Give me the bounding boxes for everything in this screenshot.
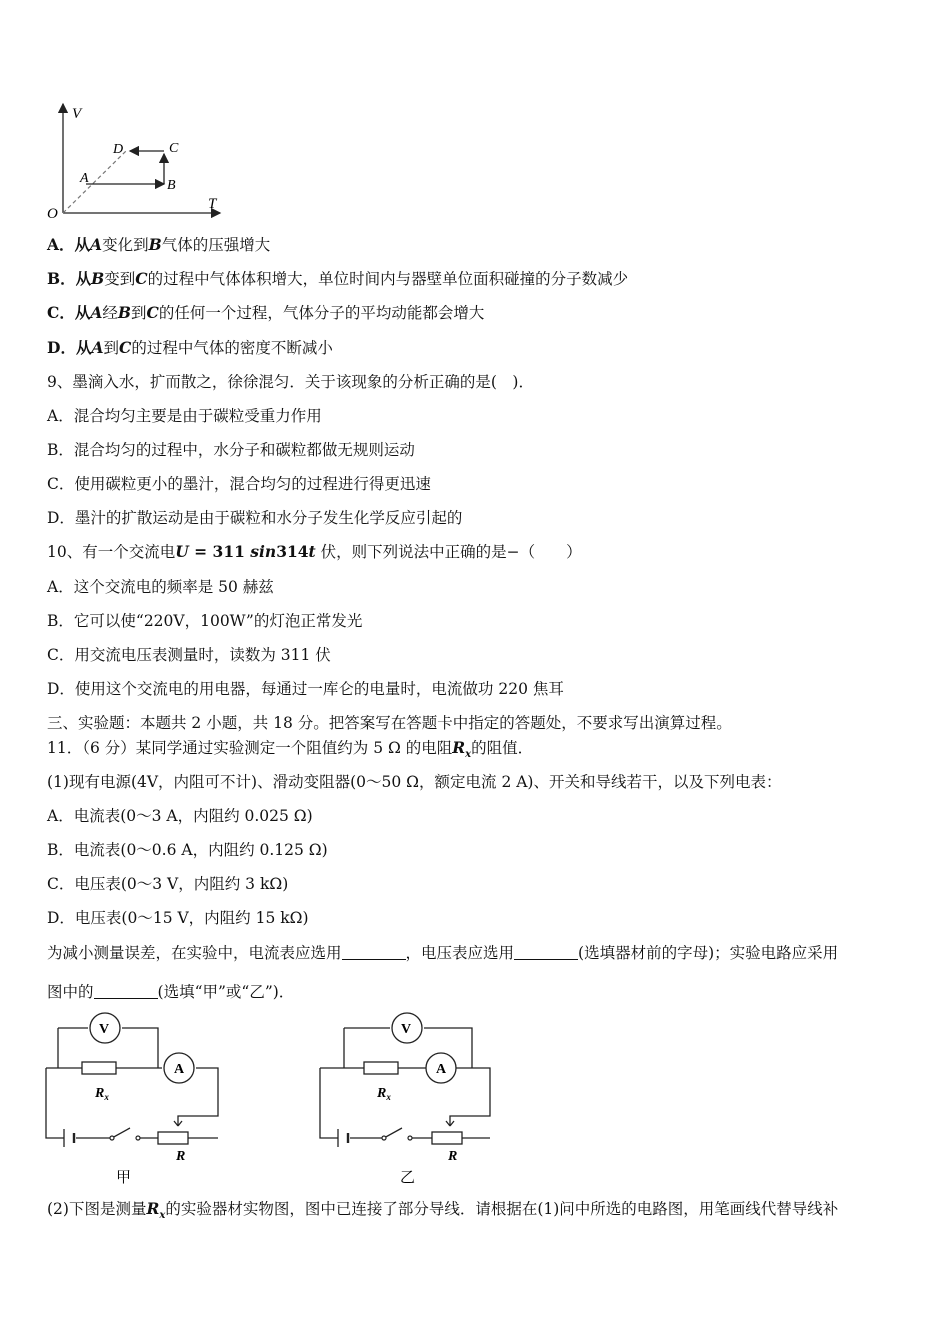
voltmeter-label: V [99, 1022, 110, 1037]
q10-option-c: C．用交流电压表测量时，读数为 311 伏 [47, 646, 331, 664]
blank-circuit[interactable] [94, 983, 158, 999]
q9-option-c: C．使用碳粒更小的墨汁，混合均匀的过程进行得更迅速 [47, 475, 431, 493]
q10-option-d: D．使用这个交流电的用电器，每通过一库仑的电量时，电流做功 220 焦耳 [47, 680, 564, 698]
section-3-heading: 三、实验题：本题共 2 小题，共 18 分。把答案写在答题卡中指定的答题处，不要求写出演算过程。 [47, 714, 732, 732]
rheostat-label: R [448, 1149, 458, 1164]
q9-stem: 9、墨滴入水，扩而散之，徐徐混匀．关于该现象的分析正确的是( )． [47, 373, 534, 391]
ammeter-label: A [436, 1062, 447, 1077]
q8-option-a: A．从A变化到B气体的压强增大 [47, 235, 271, 254]
q11-part1: (1)现有电源(4V，内阻可不计)、滑动变阻器(0～50 Ω，额定电流 2 A)、开关和导线若干，以及下列电表： [47, 773, 782, 791]
circuit-label-yi: 乙 [400, 1170, 416, 1186]
voltmeter-label: V [401, 1022, 412, 1037]
q11-stem: 11．（6 分）某同学通过实验测定一个阻值约为 5 Ω 的电阻$R_x$的阻值． [47, 738, 534, 761]
point-c-label: C [169, 141, 179, 156]
rheostat-label: R [176, 1149, 186, 1164]
circuit-label-jia: 甲 [116, 1170, 132, 1186]
blank-ammeter[interactable] [342, 944, 406, 960]
q9-option-d: D．墨汁的扩散运动是由于碳粒和水分子发生化学反应引起的 [47, 509, 463, 527]
q11-option-b: B．电流表(0～0.6 A，内阻约 0.125 Ω) [47, 841, 328, 859]
q11-fill-line-1: 为减小测量误差，在实验中，电流表应选用 ，电压表应选用 (选填器材前的字母)；实验电路应采用 [47, 944, 839, 962]
q11-part2: (2)下图是测量$R_x$的实验器材实物图，图中已连接了部分导线．请根据在(1)问中所选的电路图，用笔画线代替导线补 [47, 1199, 839, 1222]
point-a-label: A [80, 171, 89, 186]
axis-v-label: V [72, 106, 82, 122]
q11-fill-line-2: 图中的 (选填“甲”或“乙”)． [47, 983, 295, 1001]
q10-option-a: A．这个交流电的频率是 50 赫兹 [47, 578, 274, 596]
blank-voltmeter[interactable] [514, 944, 578, 960]
q10-option-b: B．它可以使“220V，100W”的灯泡正常发光 [47, 612, 363, 630]
circuit-yi [312, 1010, 512, 1190]
vt-graph [44, 96, 234, 226]
q8-option-c: C．从A经B到C的任何一个过程，气体分子的平均动能都会增大 [47, 303, 485, 322]
q10-stem: 10、有一个交流电U = 311 sin314t 伏，则下列说法中正确的是−（ ） [47, 542, 582, 561]
q11-option-c: C．电压表(0～3 V，内阻约 3 kΩ) [47, 875, 289, 893]
q11-option-a: A．电流表(0～3 A，内阻约 0.025 Ω) [47, 807, 313, 825]
q11-option-d: D．电压表(0～15 V，内阻约 15 kΩ) [47, 909, 309, 927]
resistor-rx-label: $R_x$ [95, 1086, 109, 1102]
resistor-rx-label: $R_x$ [377, 1086, 391, 1102]
q9-option-b: B．混合均匀的过程中，水分子和碳粒都做无规则运动 [47, 441, 415, 459]
point-b-label: B [167, 178, 176, 193]
circuit-jia [40, 1010, 240, 1190]
ammeter-label: A [174, 1062, 185, 1077]
q8-option-b: B．从B变到C的过程中气体体积增大，单位时间内与器壁单位面积碰撞的分子数减少 [47, 269, 629, 288]
dashed-line-od [63, 151, 126, 213]
axis-t-label: T [208, 196, 217, 212]
q9-option-a: A．混合均匀主要是由于碳粒受重力作用 [47, 407, 322, 425]
q8-option-d: D．从A到C的过程中气体的密度不断减小 [47, 338, 333, 357]
point-d-label: D [113, 142, 124, 157]
origin-label: O [47, 206, 58, 222]
